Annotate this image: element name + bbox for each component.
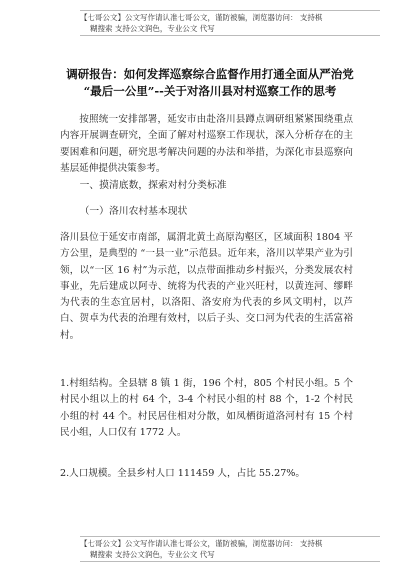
village-structure-paragraph: 1.村组结构。全县辖 8 镇 1 街，196 个村，805 个村民小组。5 个村民小组以上的村 64 个，3-4 个村民小组的村 88 个，1-2 个村民小组的村 44 个。村民居住相对分散，如凤栖街道洛河村有 15 个村民小组，人口仅有 1772 人。 (60, 378, 353, 438)
intro-paragraph: 按照统一安排部署，延安市由赴洛川县蹲点调研组紧紧围绕重点内容开展调查研究，全面了解对村巡察工作现状，深入分析存在的主要困难和问题，研究思考解决问题的办法和举措，为深化市县巡察向基层延伸提供决策参考。 (60, 114, 353, 174)
footer-banner-line2: 糊搜索 支持公文润色，专业公文 代写 (90, 550, 215, 559)
document-title (60, 66, 360, 100)
footer-banner-line1: 【七哥公文】公文写作请认准七哥公文，谨防被骗，浏览器访问： 支持棋 (80, 539, 323, 548)
header-banner-line2: 糊搜索 支持公文润色，专业公文 代写 (90, 24, 215, 33)
title-line1: 调研报告：如何发挥巡察综合监督作用打通全面从严治党 (66, 67, 354, 81)
population-paragraph: 2.人口规模。全县乡村人口 111459 人，占比 55.27%。 (60, 468, 306, 479)
header-banner (80, 10, 380, 36)
subsection-heading: （一）洛川农村基本现状 (79, 206, 188, 217)
basic-status-paragraph: 洛川县位于延安市南部，属渭北黄土高原沟壑区，区域面积 1804 平方公里，是典型的 “一县一业”示范县。近年来，洛川以苹果产业为引领，以“一区 16 村”为示范，以点带面推动乡村振兴，分类发展农村事业，先后建成以阿寺、统将为代表的产业兴旺村，以黄连河、缪畔为代表的生态宜居村，以洛阳、洛安府为代表的乡风文明村，以芦白、贺卓为代表的治理有效村，以后子头、交口河为代表的生活富裕村。 (60, 232, 353, 341)
section-heading: 一、摸清底数，探索对村分类标准 (79, 180, 227, 191)
footer-banner (80, 536, 380, 562)
header-banner-line1: 【七哥公文】公文写作请认准七哥公文，谨防被骗，浏览器访问： 支持棋 (80, 13, 323, 22)
title-line2: “最后一公里”--关于对洛川县对村巡察工作的思考 (83, 84, 337, 98)
